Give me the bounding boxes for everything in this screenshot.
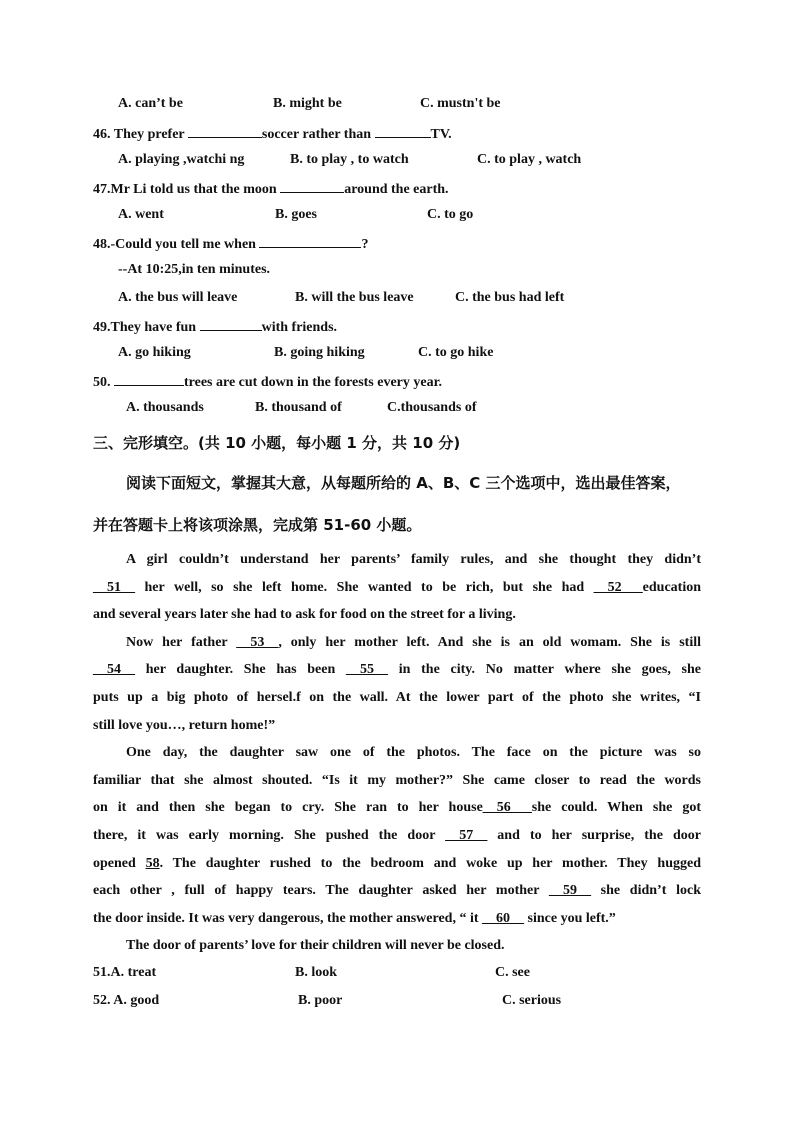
- blank-56[interactable]: __56___: [482, 800, 532, 816]
- q47-option-c[interactable]: C. to go: [427, 207, 474, 222]
- cloze-passage: [93, 546, 701, 960]
- passage-line: The door of parents’ love for their children will never be closed.: [126, 938, 505, 954]
- instructions-line-2: 并在答题卡上将该项涂黑，完成第 51-60 小题。: [93, 516, 422, 534]
- passage-line: One day, the daughter saw one of the photos. The face on the picture was so: [126, 745, 701, 761]
- passage-line: opened 58. The daughter rushed to the bedroom and woke up her mother. They hugged: [93, 855, 701, 871]
- passage-line: and several years later she had to ask for food on the street for a living.: [93, 607, 516, 623]
- q46-question: 46. They prefer soccer rather than TV.: [93, 123, 452, 144]
- blank-58[interactable]: 58: [145, 855, 160, 871]
- passage-line: the door inside. It was very dangerous, the mother answered, “ it __60__ since you left.”: [93, 910, 616, 926]
- q51-option-a[interactable]: 51.A. treat: [93, 965, 157, 980]
- section-title: 三、完形填空。(共 10 小题，每小题 1 分，共 10 分): [93, 434, 461, 452]
- q50-option-a[interactable]: A. thousands: [126, 400, 204, 415]
- q47-question: 47.Mr Li told us that the moon around the earth.: [93, 178, 449, 199]
- q47-blank[interactable]: [280, 178, 344, 193]
- passage-line: there, it was early morning. She pushed the door __57__ and to her surprise, the door: [93, 827, 702, 843]
- q50-blank[interactable]: [114, 371, 184, 386]
- q50-option-b[interactable]: B. thousand of: [255, 400, 342, 415]
- passage-line: __54__ her daughter. She has been __55__ in the city. No matter where she goes, she: [93, 662, 701, 678]
- blank-60[interactable]: __60__: [482, 910, 525, 926]
- q48-question: 48.-Could you tell me when ?: [93, 233, 368, 254]
- q50-question: 50. trees are cut down in the forests every year.: [93, 371, 442, 392]
- blank-57[interactable]: __57__: [445, 827, 488, 843]
- q49-option-c[interactable]: C. to go hike: [418, 345, 494, 360]
- passage-line: Now her father __53__, only her mother left. And she is an old womam. She is still: [126, 634, 701, 650]
- passage-line: __51__ her well, so she left home. She wanted to be rich, but she had __52___education: [93, 579, 701, 595]
- passage-line: puts up a big photo of hersel.f on the wall. At the lower part of the photo she writes, “I: [93, 689, 701, 705]
- q46-option-c[interactable]: C. to play , watch: [477, 152, 582, 167]
- q48-option-c[interactable]: C. the bus had left: [455, 290, 565, 305]
- q48-option-b[interactable]: B. will the bus leave: [295, 290, 414, 305]
- blank-55[interactable]: __55__: [346, 662, 389, 678]
- blank-52[interactable]: __52___: [593, 579, 643, 595]
- blank-51[interactable]: __51__: [93, 579, 135, 595]
- q51-option-c[interactable]: C. see: [495, 965, 530, 980]
- q48-blank[interactable]: [259, 233, 361, 248]
- q48-option-a[interactable]: A. the bus will leave: [118, 290, 238, 305]
- blank-53[interactable]: __53__: [236, 634, 279, 650]
- q52-option-b[interactable]: B. poor: [298, 993, 343, 1008]
- blank-59[interactable]: __59__: [548, 883, 591, 899]
- passage-line: still love you…, return home!”: [93, 717, 276, 733]
- q49-blank[interactable]: [200, 316, 262, 331]
- passage-line: familiar that she almost shouted. “Is it my mother?” She came closer to read the words: [93, 772, 701, 788]
- q46-option-b[interactable]: B. to play , to watch: [290, 152, 409, 167]
- q45-option-c[interactable]: C. mustn't be: [420, 96, 501, 111]
- q47-option-b[interactable]: B. goes: [275, 207, 317, 222]
- q46-option-a[interactable]: A. playing ,watchi ng: [118, 152, 245, 167]
- q49-option-b[interactable]: B. going hiking: [274, 345, 365, 360]
- q47-option-a[interactable]: A. went: [118, 207, 164, 222]
- q49-option-a[interactable]: A. go hiking: [118, 345, 191, 360]
- q46-blank-2[interactable]: [375, 123, 431, 138]
- passage-line: each other , full of happy tears. The daughter asked her mother __59__ she didn’t lock: [93, 883, 701, 899]
- passage-line: on it and then she began to cry. She ran to her house__56___she could. When she got: [93, 800, 701, 816]
- instructions-line-1: 阅读下面短文，掌握其大意，从每题所给的 A、B、C 三个选项中，选出最佳答案，: [126, 474, 681, 492]
- blank-54[interactable]: __54__: [93, 662, 135, 678]
- q45-option-b[interactable]: B. might be: [273, 96, 342, 111]
- q52-option-a[interactable]: 52. A. good: [93, 993, 160, 1008]
- passage-line: A girl couldn’t understand her parents’ family rules, and she thought they didn’t: [126, 552, 701, 567]
- q48-answer: --At 10:25,in ten minutes.: [118, 262, 271, 277]
- q52-option-c[interactable]: C. serious: [502, 993, 562, 1008]
- q50-option-c[interactable]: C.thousands of: [387, 400, 477, 415]
- q49-question: 49.They have fun with friends.: [93, 316, 337, 337]
- q51-option-b[interactable]: B. look: [295, 965, 338, 980]
- q45-option-a[interactable]: A. can’t be: [118, 96, 183, 111]
- q46-blank-1[interactable]: [188, 123, 262, 138]
